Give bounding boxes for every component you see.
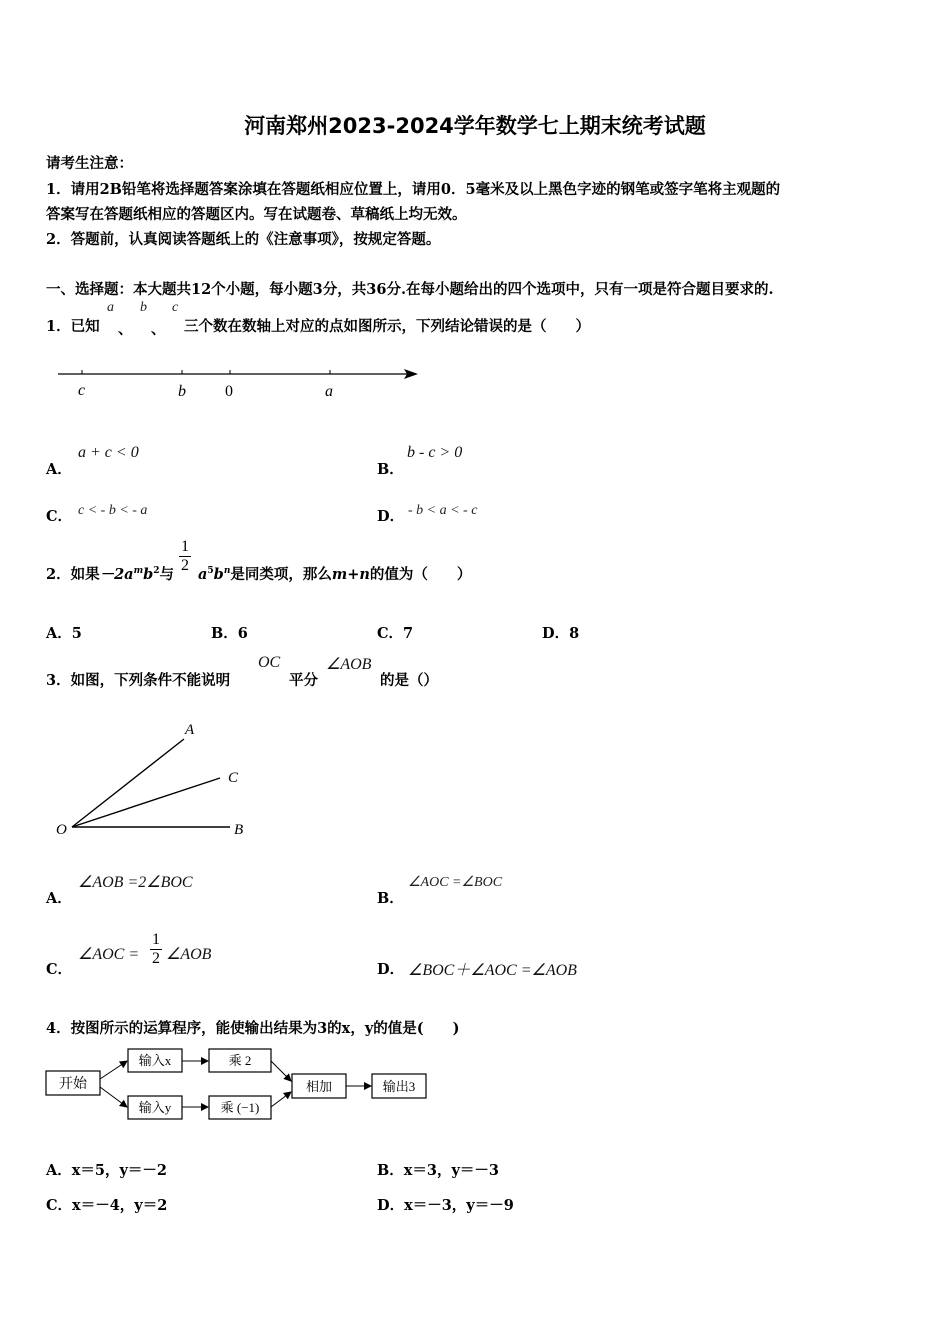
- flow-input-x-text: 输入x: [138, 1053, 172, 1068]
- notice-heading: 请考生注意：: [46, 155, 133, 172]
- q2-frac-num: 1: [181, 538, 189, 555]
- q3-option-a-expr: ∠AOB =2∠BOC: [78, 874, 193, 891]
- q3-mid: 平分: [289, 672, 318, 689]
- q3-aob: ∠AOB: [326, 656, 372, 673]
- q3-option-c-label: C．: [46, 961, 73, 978]
- q1-var-a: a: [107, 300, 114, 315]
- q2-stem: [46, 563, 174, 584]
- notice-line-2: 2．答题前，认真阅读答题纸上的《注意事项》，按规定答题。: [46, 231, 441, 248]
- q2-frac-den: 2: [181, 557, 189, 574]
- flow-input-y-text: 输入y: [138, 1100, 172, 1115]
- q3-c-frac-num: 1: [152, 931, 160, 948]
- q3-option-b-label: B．: [377, 890, 404, 907]
- flow-add-text: 相加: [305, 1079, 333, 1094]
- flow-mul-neg1-text: 乘 (−1): [220, 1100, 260, 1115]
- q3-c-frac-den: 2: [152, 950, 160, 967]
- flow-mul2-text: 乘 2: [228, 1053, 252, 1068]
- axis-label-a: a: [325, 383, 333, 400]
- q1-prefix: 1．已知: [46, 318, 100, 335]
- q4-option-c: C．x＝－4，y＝2: [46, 1197, 168, 1214]
- q2-option-d: D．8: [542, 625, 580, 642]
- angle-figure: [50, 715, 260, 845]
- q3-option-a-label: A．: [46, 890, 72, 907]
- q2-term1: $-2a^mb^2$: [99, 566, 160, 583]
- point-label-c: C: [228, 770, 239, 786]
- q2-fraction: [179, 538, 191, 575]
- q2-stem-rest: [198, 563, 471, 584]
- q3-option-c-fraction: [150, 931, 162, 968]
- q4-option-d: D．x＝－3，y＝－9: [377, 1197, 514, 1214]
- notice-line-1b: 答案写在答题纸相应的答题区内。写在试题卷、草稿纸上均无效。: [46, 206, 467, 223]
- q2-term2: $a^5b^n$: [198, 566, 231, 583]
- flow-output-text: 输出3: [382, 1079, 416, 1094]
- q1-suffix: 三个数在数轴上对应的点如图所示，下列结论错误的是（ ）: [184, 318, 590, 335]
- q3-oc: OC: [258, 654, 281, 671]
- q2-prefix: 2．如果: [46, 566, 100, 583]
- q1-sep-2: 、: [151, 321, 166, 338]
- number-line-figure: [50, 360, 430, 405]
- q1-option-a-expr: a + c < 0: [78, 444, 139, 461]
- point-label-o: O: [56, 822, 67, 838]
- q3-option-c-expr-pre: ∠AOC =: [78, 946, 140, 963]
- q1-var-b: b: [140, 300, 147, 315]
- ray-oa: [72, 739, 184, 827]
- axis-label-b: b: [178, 383, 186, 400]
- point-label-b: B: [234, 822, 244, 838]
- axis-label-0: 0: [225, 383, 233, 400]
- q3-option-c-expr-post: ∠AOB: [166, 946, 212, 963]
- q2-option-a: A．5: [46, 625, 82, 642]
- flow-start-text: 开始: [59, 1077, 87, 1092]
- q3-option-d-expr: ∠BOC＋∠AOC =∠AOB: [408, 962, 577, 979]
- q1-option-a-label: A．: [46, 461, 72, 478]
- q3-prefix: 3．如图，下列条件不能说明: [46, 672, 231, 689]
- q2-option-b: B．6: [211, 625, 248, 642]
- q4-option-a: A．x＝5，y＝－2: [46, 1162, 168, 1179]
- section-heading: 一、选择题：本大题共12个小题，每小题3分，共36分.在每小题给出的四个选项中，只有一项是符合题目要求的.: [46, 281, 774, 298]
- q3-option-b-expr: ∠AOC =∠BOC: [408, 875, 503, 890]
- q1-option-d-expr: - b < a < - c: [408, 503, 478, 518]
- q1-option-b-label: B．: [377, 461, 404, 478]
- q1-option-b-expr: b - c > 0: [407, 444, 463, 461]
- q4-stem: 4．按图所示的运算程序，能使输出结果为3的x，y的值是( ): [46, 1020, 460, 1037]
- q2-with: 与: [159, 566, 175, 583]
- notice-line-1a: 1．请用2B铅笔将选择题答案涂填在答题纸相应位置上，请用0．5毫米及以上黑色字迹的钢笔或签字笔将主观题的: [46, 181, 781, 198]
- q2-mn: m+n: [331, 566, 370, 583]
- q2-option-c: C．7: [377, 625, 414, 642]
- q1-option-c-label: C．: [46, 508, 73, 525]
- q1-option-c-expr: c < - b < - a: [78, 503, 148, 518]
- q1-var-c: c: [172, 300, 179, 315]
- axis-label-c: c: [78, 382, 86, 399]
- point-label-a: A: [185, 722, 195, 738]
- page-title: 河南郑州2023-2024学年数学七上期末统考试题: [244, 114, 706, 138]
- flowchart-figure: [44, 1044, 434, 1124]
- q4-option-b: B．x＝3，y＝－3: [377, 1162, 500, 1179]
- q2-suffix-1: 是同类项，那么: [230, 566, 332, 583]
- q3-suffix: 的是（）: [380, 672, 438, 689]
- q2-suffix-2: 的值为（ ）: [369, 566, 472, 583]
- ray-oc: [72, 778, 220, 827]
- q1-option-d-label: D．: [377, 508, 405, 525]
- q3-option-d-label: D．: [377, 961, 405, 978]
- q1-sep-1: 、: [118, 321, 133, 338]
